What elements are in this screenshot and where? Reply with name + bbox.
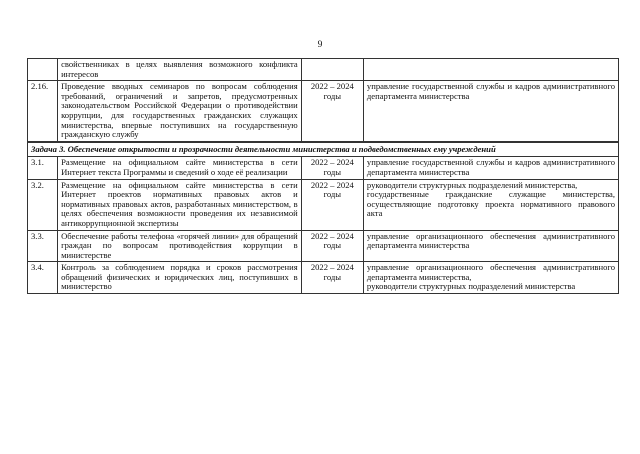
executor-line: государственные гражданские служащие министерства, осуществляющие подготовку проекта нормативного правового акта <box>366 189 615 219</box>
measure-text: Обеспечение работы телефона «горячей линии» для обращений граждан по вопросам противодействия коррупции в министерстве <box>58 230 302 262</box>
row-number: 3.1. <box>28 157 58 179</box>
period-cell: 2022 – 2024 годы <box>301 81 363 142</box>
executor-cell: управление государственной службы и кадров административного департамента министерства <box>363 81 618 142</box>
task-heading-row <box>28 142 619 157</box>
row-number: 3.4. <box>28 262 58 294</box>
row-number: 3.2. <box>28 179 58 230</box>
page-number: 9 <box>317 40 323 50</box>
measure-text: Контроль за соблюдением порядка и сроков рассмотрения обращений физических и юридических лиц, поступивших в министерство <box>58 262 302 294</box>
measures-table <box>27 58 619 294</box>
executor-cell: управление государственной службы и кадров административного департамента министерства <box>363 157 618 179</box>
task-heading: Задача 3. Обеспечение открытости и прозрачности деятельности министерства и подведомственных ему учреждений <box>28 142 619 157</box>
table-row <box>28 81 619 142</box>
period-cell <box>301 59 363 81</box>
executor-cell: управление организационного обеспечения административного департамента министерства <box>363 230 618 262</box>
executor-line: управление организационного обеспечения административного департамента министерства, <box>366 262 615 282</box>
executor-line: руководители структурных подразделений министерства <box>366 281 576 292</box>
table-row <box>28 230 619 262</box>
row-number <box>28 59 58 81</box>
row-number: 3.3. <box>28 230 58 262</box>
table-row <box>28 179 619 230</box>
period-cell: 2022 – 2024 годы <box>301 262 363 294</box>
executor-cell <box>363 262 618 294</box>
measure-text: Проведение вводных семинаров по вопросам соблюдения требований, ограничений и запретов, предусмотренных законодательством Российской Федерации о противодействии коррупции, для государственных гражданских служащих министерства, впервые поступивших на государственную гражданскую службу <box>58 81 302 142</box>
table-row <box>28 157 619 179</box>
period-cell: 2022 – 2024 годы <box>301 230 363 262</box>
executor-cell <box>363 179 618 230</box>
row-number: 2.16. <box>28 81 58 142</box>
table-row <box>28 262 619 294</box>
measure-text: Размещение на официальном сайте министерства в сети Интернет проектов нормативных правовых актов и нормативных правовых актов, разработанных министерством, в целях обеспечения возможности проведения их независимой антикоррупционной экспертизы <box>58 179 302 230</box>
table-row <box>28 59 619 81</box>
executor-cell <box>363 59 618 81</box>
period-cell: 2022 – 2024 годы <box>301 179 363 230</box>
measure-text: Размещение на официальном сайте министерства в сети Интернет текста Программы и сведений о ходе её реализации <box>58 157 302 179</box>
measure-text: свойственниках в целях выявления возможного конфликта интересов <box>58 59 302 81</box>
executor-line: руководители структурных подразделений министерства, <box>366 179 578 190</box>
period-cell: 2022 – 2024 годы <box>301 157 363 179</box>
